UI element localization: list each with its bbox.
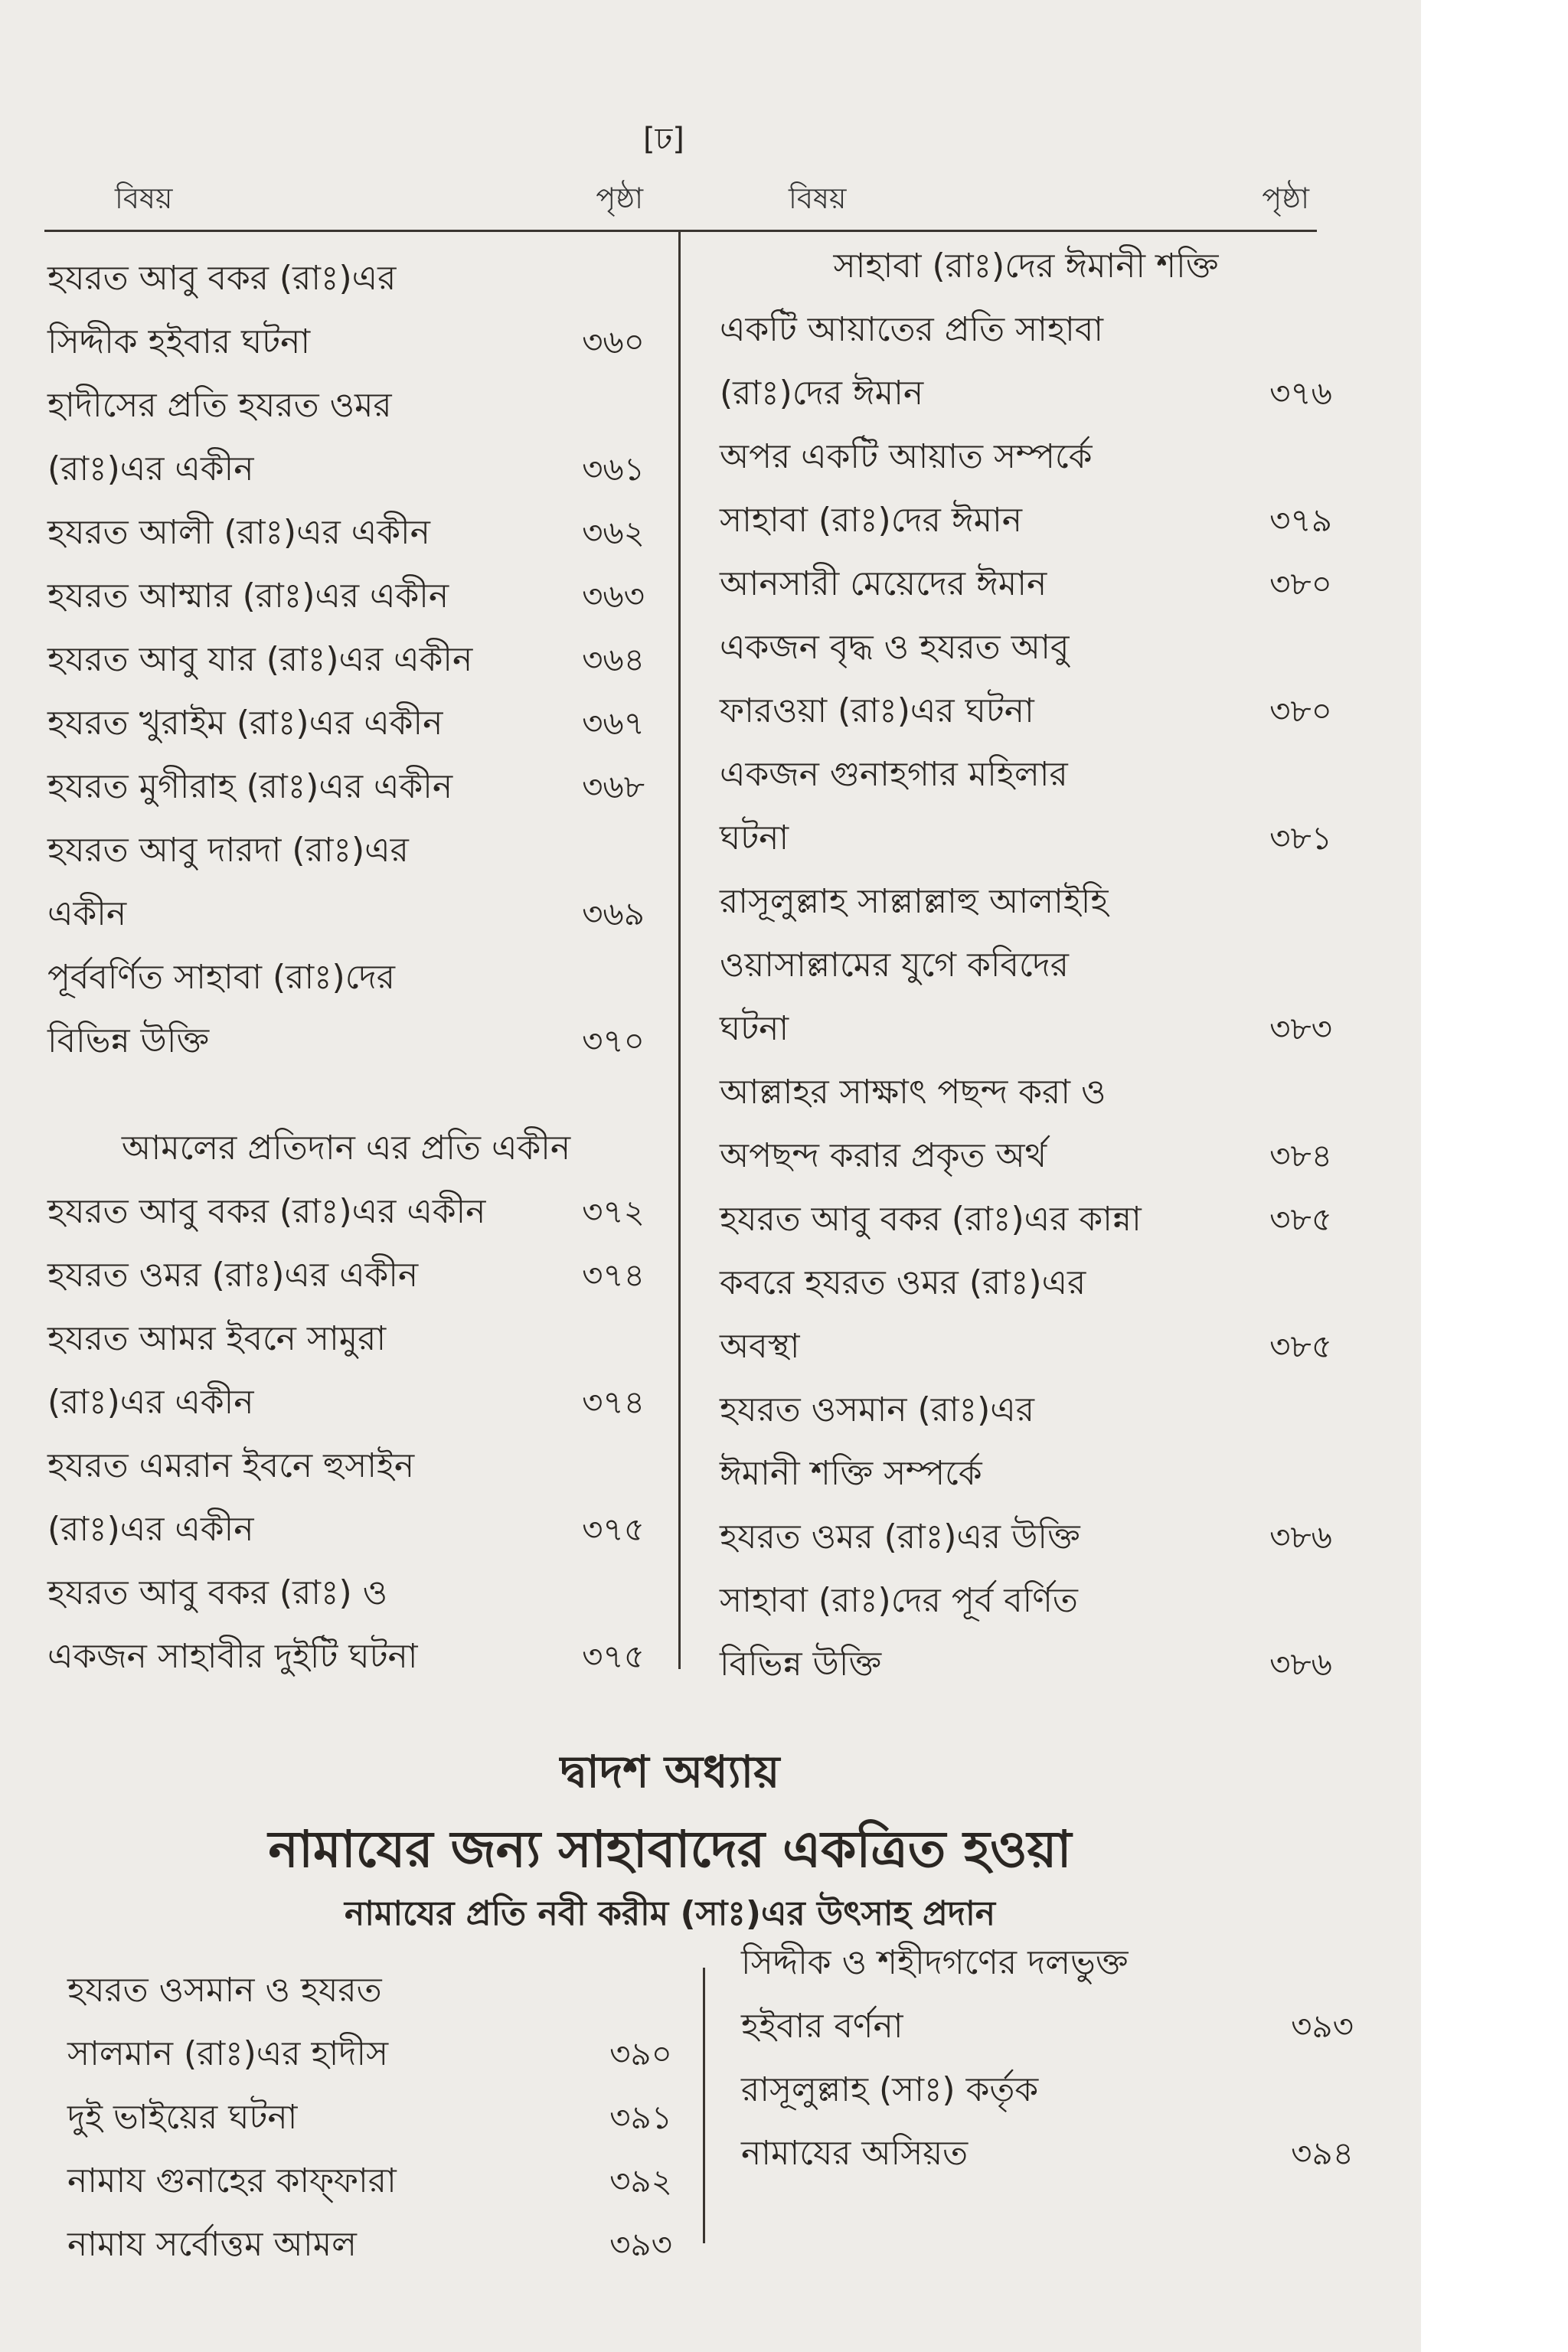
toc-entry-text: হযরত ওমর (রাঃ)এর উক্তি [720, 1517, 1080, 1557]
toc-entry-text: রাসূলুল্লাহ সাল্লাল্লাহু আলাইহি [720, 882, 1109, 921]
toc-entry-text: (রাঃ)দের ঈমান [720, 374, 924, 413]
toc-left-section [47, 1116, 645, 1688]
toc-left-column [47, 247, 645, 1073]
toc-entry-page: ৩৯৪ [1291, 2135, 1354, 2172]
toc-entry-text: নামাযের অসিয়ত [741, 2134, 969, 2173]
toc-bottom-left-column [67, 1958, 672, 2276]
toc-entry [720, 616, 1332, 679]
toc-right-column [720, 298, 1332, 1696]
toc-entry [47, 946, 645, 1009]
toc-entry [720, 552, 1332, 616]
toc-entry-page: ৩৬৯ [582, 895, 645, 933]
toc-entry-text: ঘটনা [720, 818, 789, 858]
toc-entry-text: হযরত খুরাইম (রাঃ)এর একীন [47, 704, 443, 743]
toc-entry [720, 1378, 1332, 1442]
toc-entry-page: ৩৮৩ [1269, 1010, 1332, 1047]
toc-entry [47, 1434, 645, 1498]
toc-entry-text: সিদ্দীক হইবার ঘটনা [47, 322, 311, 361]
toc-entry [720, 361, 1332, 425]
toc-entry [720, 933, 1332, 997]
toc-entry [47, 1625, 645, 1688]
toc-entry-page: ৩৮৫ [1269, 1328, 1332, 1365]
toc-entry [47, 564, 645, 628]
toc-entry-text: হাদীসের প্রতি হযরত ওমর [47, 386, 392, 425]
toc-entry-text: একজন সাহাবীর দুইটি ঘটনা [47, 1637, 418, 1676]
toc-entry [67, 2022, 672, 2086]
toc-entry [47, 1370, 645, 1434]
toc-entry-text: সালমান (রাঃ)এর হাদীস [67, 2034, 389, 2073]
toc-entry-page: ৩৯৩ [609, 2226, 672, 2263]
chapter-title: নামাযের জন্য সাহাবাদের একত্রিত হওয়া [268, 1820, 1072, 1879]
toc-entry [47, 437, 645, 501]
toc-entry-page: ৩৭৯ [1269, 501, 1332, 539]
toc-entry-text: সাহাবা (রাঃ)দের পূর্ব বর্ণিত [720, 1581, 1078, 1620]
toc-entry-page: ৩৯১ [609, 2099, 672, 2136]
toc-entry-text: হযরত আবু বকর (রাঃ)এর একীন [47, 1192, 486, 1231]
toc-entry [47, 1307, 645, 1370]
toc-entry-text: হযরত আমর ইবনে সামুরা [47, 1319, 387, 1358]
toc-entry-text: হযরত ওসমান (রাঃ)এর [720, 1390, 1034, 1429]
toc-entry [47, 247, 645, 310]
toc-bottom-right-column [741, 1931, 1354, 2185]
toc-entry-page: ৩৬৪ [582, 641, 645, 678]
toc-entry-page: ৩৮০ [1269, 692, 1332, 730]
toc-entry [720, 870, 1332, 933]
toc-entry-page: ৩৬০ [582, 323, 645, 361]
toc-entry-page: ৩৭৬ [1269, 374, 1332, 412]
toc-entry-page: ৩৯০ [609, 2035, 672, 2073]
page-number: [ঢ] [643, 122, 684, 157]
toc-entry-page: ৩৯৩ [1291, 2007, 1354, 2045]
toc-entry-text: হযরত আলী (রাঃ)এর একীন [47, 513, 430, 552]
toc-entry [47, 1561, 645, 1625]
toc-entry-text: পূর্ববর্ণিত সাহাবা (রাঃ)দের [47, 958, 395, 997]
toc-left-column-2 [47, 1180, 645, 1688]
toc-entry [720, 1251, 1332, 1315]
toc-entry [720, 1187, 1332, 1251]
section-heading: আমলের প্রতিদান এর প্রতি একীন [121, 1129, 571, 1168]
toc-entry [720, 425, 1332, 488]
toc-entry [47, 1243, 645, 1307]
toc-entry [741, 1994, 1354, 2058]
toc-entry [47, 628, 645, 691]
toc-entry-text: (রাঃ)এর একীন [47, 449, 254, 488]
toc-entry-page: ৩৮৬ [1269, 1645, 1332, 1683]
toc-entry-page: ৩৭২ [582, 1193, 645, 1230]
toc-entry [47, 1009, 645, 1073]
toc-entry-page: ৩৭৫ [582, 1511, 645, 1548]
subject-label: বিষয় [789, 181, 847, 215]
toc-entry-text: সিদ্দীক ও শহীদগণের দলভুক্ত [741, 1943, 1129, 1982]
toc-entry [47, 310, 645, 374]
toc-entry-text: হযরত এমরান ইবনে হুসাইন [47, 1446, 415, 1485]
toc-entry-page: ৩৬৭ [582, 704, 645, 742]
toc-entry [67, 2149, 672, 2213]
toc-entry-text: ঘটনা [720, 1009, 789, 1048]
toc-entry-text: বিভিন্ন উক্তি [720, 1645, 882, 1684]
toc-entry-page: ৩৭০ [582, 1022, 645, 1060]
toc-entry [720, 997, 1332, 1060]
toc-entry-text: হযরত আবু দারদা (রাঃ)এর [47, 831, 409, 870]
toc-entry-text: নামায সর্বোত্তম আমল [67, 2225, 357, 2264]
toc-entry-text: ফারওয়া (রাঃ)এর ঘটনা [720, 691, 1034, 730]
toc-entry-text: একজন গুনাহগার মহিলার [720, 755, 1068, 794]
page-label: পৃষ্ঠা [596, 181, 643, 215]
toc-entry [720, 1569, 1332, 1632]
toc-entry [720, 1632, 1332, 1696]
toc-entry-text: কবরে হযরত ওমর (রাঃ)এর [720, 1263, 1086, 1302]
toc-header-left [115, 170, 643, 216]
toc-entry-text: হযরত আবু যার (রাঃ)এর একীন [47, 640, 473, 679]
toc-entry [741, 1931, 1354, 1994]
toc-entry-text: রাসূলুল্লাহ (সাঃ) কর্তৃক [741, 2070, 1039, 2109]
toc-entry [720, 1315, 1332, 1378]
toc-entry [720, 743, 1332, 806]
toc-entry-text: আল্লাহর সাক্ষাৎ পছন্দ করা ও [720, 1073, 1106, 1112]
toc-entry-text: হযরত ওমর (রাঃ)এর একীন [47, 1256, 419, 1295]
subject-label: বিষয় [115, 181, 173, 215]
toc-entry [741, 2122, 1354, 2185]
toc-entry [47, 691, 645, 755]
page-label: পৃষ্ঠা [1262, 181, 1309, 215]
toc-entry-text: একজন বৃদ্ধ ও হযরত আবু [720, 628, 1070, 667]
toc-entry [67, 1958, 672, 2022]
toc-entry-page: ৩৮৪ [1269, 1137, 1332, 1174]
toc-entry [720, 1124, 1332, 1187]
toc-entry-text: হযরত আবু বকর (রাঃ)এর কান্না [720, 1200, 1142, 1239]
toc-entry-text: হযরত আবু বকর (রাঃ) ও [47, 1573, 388, 1612]
toc-entry-text: একটি আয়াতের প্রতি সাহাবা [720, 310, 1104, 349]
toc-entry-page: ৩৬৩ [582, 577, 645, 615]
toc-entry-page: ৩৮৬ [1269, 1518, 1332, 1556]
section-heading: সাহাবা (রাঃ)দের ঈমানী শক্তি [833, 247, 1219, 286]
toc-entry-text: (রাঃ)এর একীন [47, 1510, 254, 1549]
toc-entry-text: একীন [47, 894, 127, 933]
toc-entry-text: হযরত আম্মার (রাঃ)এর একীন [47, 577, 449, 616]
toc-entry-text: নামায গুনাহের কাফ্‌ফারা [67, 2161, 397, 2200]
toc-entry [47, 374, 645, 437]
toc-entry-page: ৩৮১ [1269, 819, 1332, 857]
toc-entry-text: অপর একটি আয়াত সম্পর্কে [720, 437, 1093, 476]
toc-right-section [720, 234, 1332, 1696]
toc-entry [47, 818, 645, 882]
toc-entry-page: ৩৭৫ [582, 1638, 645, 1675]
toc-entry [720, 298, 1332, 361]
toc-entry-page: ৩৬২ [582, 514, 645, 551]
toc-entry [720, 679, 1332, 743]
toc-entry-page: ৩৭৪ [582, 1383, 645, 1421]
toc-entry-text: (রাঃ)এর একীন [47, 1383, 254, 1422]
column-divider-top [678, 231, 681, 1669]
toc-entry [720, 806, 1332, 870]
toc-entry-text: হইবার বর্ণনা [741, 2007, 903, 2046]
chapter-subtitle: নামাযের প্রতি নবী করীম (সাঃ)এর উৎসাহ প্রদান [344, 1894, 996, 1933]
toc-entry-text: ওয়াসাল্লামের যুগে কবিদের [720, 946, 1069, 985]
toc-entry-page: ৩৭৪ [582, 1256, 645, 1294]
toc-entry [67, 2086, 672, 2149]
toc-entry-page: ৩৯২ [609, 2162, 672, 2200]
toc-entry-page: ৩৬৮ [582, 768, 645, 805]
toc-entry-text: সাহাবা (রাঃ)দের ঈমান [720, 501, 1023, 540]
toc-entry [47, 882, 645, 946]
toc-entry [720, 1505, 1332, 1569]
toc-entry-text: হযরত মুগীরাহ (রাঃ)এর একীন [47, 767, 453, 806]
toc-entry-text: অবস্থা [720, 1327, 800, 1366]
toc-entry-text: অপছন্দ করার প্রকৃত অর্থ [720, 1136, 1047, 1175]
toc-entry [720, 1060, 1332, 1124]
toc-entry [741, 2058, 1354, 2122]
toc-entry [47, 755, 645, 818]
toc-entry [720, 488, 1332, 552]
toc-entry [47, 1180, 645, 1243]
toc-entry-page: ৩৬১ [582, 450, 645, 488]
toc-entry-text: হযরত আবু বকর (রাঃ)এর [47, 259, 397, 298]
header-rule [44, 230, 1317, 232]
toc-entry-text: দুই ভাইয়ের ঘটনা [67, 2098, 298, 2137]
toc-entry [720, 1442, 1332, 1505]
toc-entry-text: আনসারী মেয়েদের ঈমান [720, 564, 1047, 603]
toc-entry [47, 501, 645, 564]
toc-entry [67, 2213, 672, 2276]
toc-entry [47, 1498, 645, 1561]
toc-entry-page: ৩৮৫ [1269, 1200, 1332, 1238]
toc-entry-text: বিভিন্ন উক্তি [47, 1021, 210, 1060]
column-divider-bottom [703, 1968, 705, 2243]
toc-entry-text: ঈমানী শক্তি সম্পর্কে [720, 1454, 982, 1493]
chapter-number: দ্বাদশ অধ্যায় [560, 1746, 780, 1798]
toc-header-right [789, 170, 1309, 216]
toc-entry-text: হযরত ওসমান ও হযরত [67, 1971, 382, 2010]
toc-entry-page: ৩৮০ [1269, 565, 1332, 603]
